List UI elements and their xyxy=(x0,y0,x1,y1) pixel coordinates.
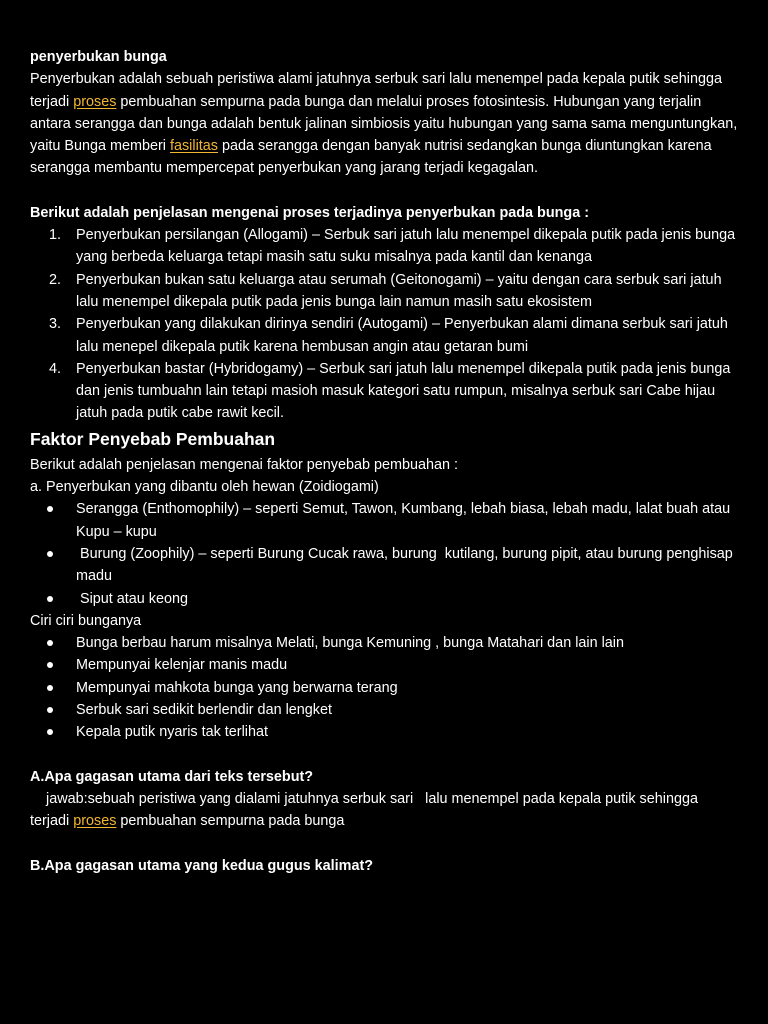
spacer xyxy=(30,180,738,202)
list-item xyxy=(30,358,738,425)
spacer xyxy=(30,833,738,855)
list-item-text: Penyerbukan bastar (Hybridogamy) – Serbuk sari jatuh lalu menempel dikepala putik pada jenis bunga dan jenis tumbuahn lain tetapi masioh masuk kategori satu rumpun, misalnya serbuk sari Cabe hijau jatuh pada putik cabe rawit kecil. xyxy=(76,360,731,422)
list-item xyxy=(30,498,738,543)
answer-text-1: jawab:sebuah peristiwa yang dialami jatuhnya serbuk sari lalu menempel pada kepala putik sehingga terjadi xyxy=(30,790,702,830)
process-list xyxy=(30,224,738,425)
list-number: 3. xyxy=(49,316,62,333)
bullet-icon xyxy=(47,707,53,713)
list-item-text: Mempunyai kelenjar manis madu xyxy=(76,657,288,674)
bullet-icon xyxy=(47,685,53,691)
list-item-text: Penyerbukan bukan satu keluarga atau serumah (Geitonogami) – yaitu dengan cara serbuk sari jatuh lalu menempel dikepala putik pada jenis bunga lain namun masih satu ekosistem xyxy=(76,271,722,310)
list-item xyxy=(30,654,738,676)
intro-text-1: Penyerbukan adalah sebuah peristiwa alami jatuhnya serbuk sari lalu menempel pada kepala putik sehingga terjadi xyxy=(30,71,722,110)
list-item-text: Penyerbukan yang dilakukan dirinya sendiri (Autogami) – Penyerbukan alami dimana serbuk sari jatuh lalu menepel dikepala putik karena hembusan angin atau getaran bumi xyxy=(76,316,728,355)
proses-link[interactable]: proses xyxy=(73,813,117,830)
factor-intro: Berikut adalah penjelasan mengenai faktor penyebab pembuahan : xyxy=(30,456,459,473)
factor-a-label: a. Penyerbukan yang dibantu oleh hewan (Zoidiogami) xyxy=(30,479,379,496)
ciri-list xyxy=(30,632,738,743)
bullet-icon xyxy=(47,506,53,512)
list-number: 1. xyxy=(49,227,62,244)
list-item xyxy=(30,699,738,721)
list-item-text: Kepala putik nyaris tak terlihat xyxy=(76,724,268,741)
list-item-text: Serangga (Enthomophily) – seperti Semut, Tawon, Kumbang, lebah biasa, lebah madu, lalat buah atau Kupu – kupu xyxy=(76,501,735,540)
list-item xyxy=(30,224,738,269)
list-item xyxy=(30,543,738,588)
document-title: penyerbukan bunga xyxy=(30,49,167,65)
intro-text-3: pada serangga dengan banyak nutrisi sedangkan bunga diuntungkan karena serangga membantu mempercepat penyerbukan yang jarang terjadi kegagalan. xyxy=(30,138,712,177)
intro-paragraph xyxy=(30,68,738,179)
list-item-text: Serbuk sari sedikit berlendir dan lengket xyxy=(76,702,332,719)
ciri-heading: Ciri ciri bunganya xyxy=(30,612,142,629)
list-item xyxy=(30,588,738,610)
animal-list xyxy=(30,498,738,609)
list-item xyxy=(30,313,738,358)
answer-a xyxy=(30,788,738,833)
list-item-text: Siput atau keong xyxy=(76,590,189,607)
question-b: B.Apa gagasan utama yang kedua gugus kalimat? xyxy=(30,857,374,874)
list-item xyxy=(30,721,738,743)
intro-text-2: pembuahan sempurna pada bunga dan melalui proses fotosintesis. Hubungan yang terjalin antara serangga dan bunga adalah bentuk jalinan simbiosis yaitu hubungan yang sama sama menguntungkan, yaitu Bunga memberi xyxy=(30,93,738,155)
list-number: 2. xyxy=(49,271,62,288)
list-item xyxy=(30,677,738,699)
bullet-icon xyxy=(47,662,53,668)
list-number: 4. xyxy=(49,360,62,377)
factor-heading: Faktor Penyebab Pembuahan xyxy=(30,428,276,449)
list-item xyxy=(30,632,738,654)
proses-link[interactable]: proses xyxy=(73,93,117,110)
list-item-text: Mempunyai mahkota bunga yang berwarna terang xyxy=(76,679,398,696)
bullet-icon xyxy=(47,729,53,735)
bullet-icon xyxy=(47,551,53,557)
bullet-icon xyxy=(47,596,53,602)
list-item-text: Bunga berbau harum misalnya Melati, bunga Kemuning , bunga Matahari dan lain lain xyxy=(76,635,624,652)
list-item-text: Burung (Zoophily) – seperti Burung Cucak rawa, burung kutilang, burung pipit, atau burung penghisap madu xyxy=(76,545,737,585)
fasilitas-link[interactable]: fasilitas xyxy=(169,138,218,155)
list-item xyxy=(30,269,738,314)
list-item-text: Penyerbukan persilangan (Allogami) – Serbuk sari jatuh lalu menempel dikepala putik pada jenis bunga yang berbeda keluarga tetapi masih satu suku misalnya pada kantil dan kenanga xyxy=(76,227,736,266)
bullet-icon xyxy=(47,640,53,646)
answer-text-2: pembuahan sempurna pada bunga xyxy=(116,813,345,830)
process-heading: Berikut adalah penjelasan mengenai proses terjadinya penyerbukan pada bunga : xyxy=(30,204,590,221)
question-a: A.Apa gagasan utama dari teks tersebut? xyxy=(30,768,314,785)
spacer xyxy=(30,744,738,766)
